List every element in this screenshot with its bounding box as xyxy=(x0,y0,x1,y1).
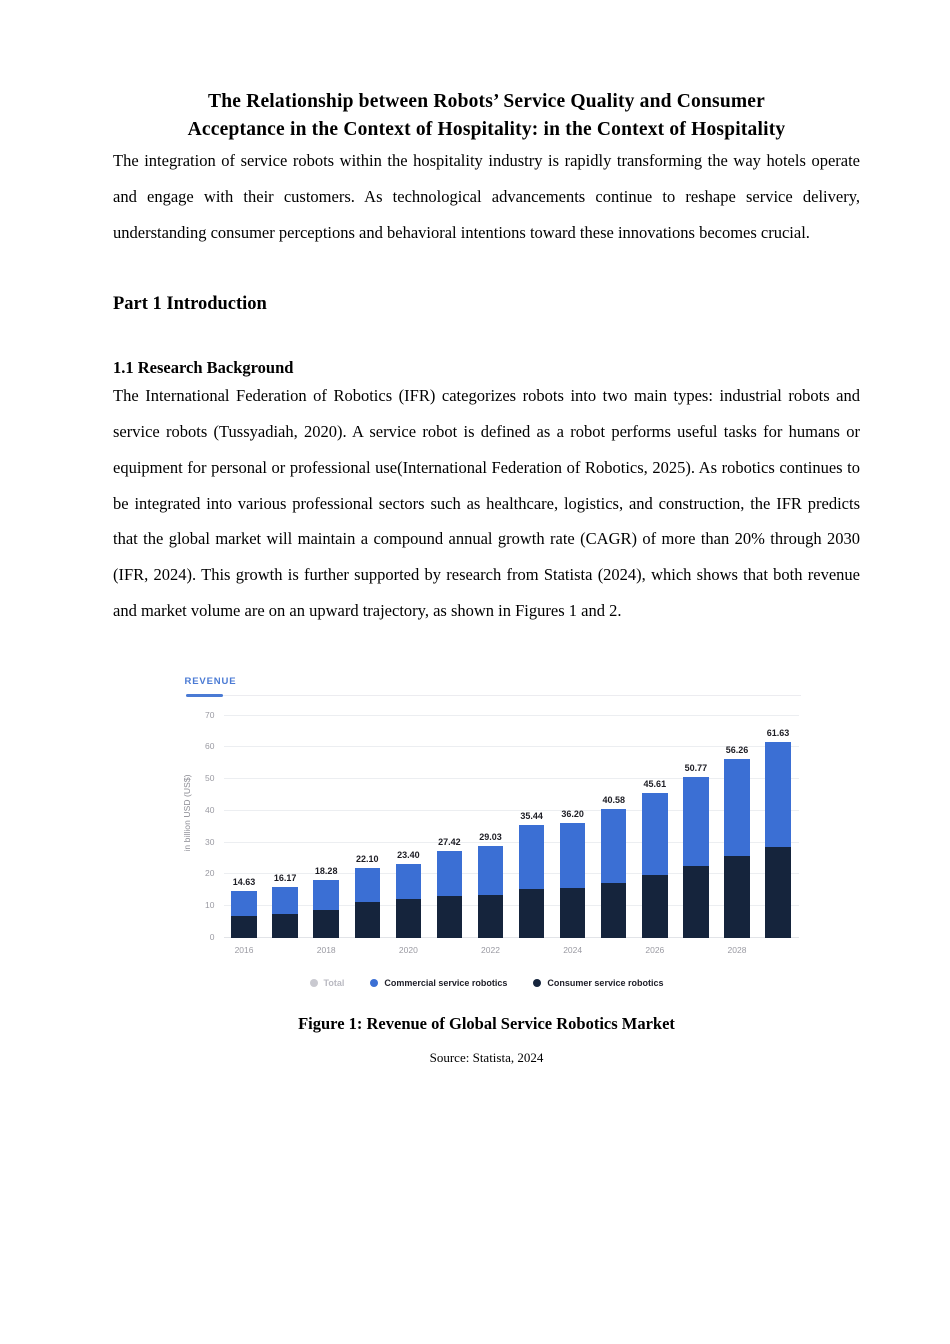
legend-item[interactable] xyxy=(533,978,663,988)
legend-dot-icon xyxy=(310,979,318,987)
bar-slot xyxy=(470,700,511,938)
bar-slot xyxy=(511,700,552,938)
bar-value-label: 18.28 xyxy=(314,865,338,876)
x-tick-label xyxy=(593,940,634,960)
bar-value-label: 45.61 xyxy=(643,779,667,790)
bar-segment-consumer[interactable] xyxy=(272,914,297,937)
x-tick-label: 2018 xyxy=(316,944,336,955)
x-axis xyxy=(224,940,799,960)
tab-revenue[interactable]: REVENUE xyxy=(184,675,237,687)
bar-segment-commercial[interactable] xyxy=(765,742,790,847)
page-title-line-2: Acceptance in the Context of Hospitality: in the Context of Hospitality xyxy=(187,118,786,140)
background-paragraph: The International Federation of Robotics (IFR) categorizes robots into two main types: industrial robots and service robots (Tussyadiah, 2020). A service robot is defined as a robot performs useful tasks for humans or equipment for personal or professional use(International Federation of Robotics, 2025). As robotics continues to be integrated into various professional sectors such as healthcare, logistics, and construction, the IFR predicts that the global market will maintain a compound annual growth rate (CAGR) of more than 20% through 2030 (IFR, 2024). This growth is further supported by research from Statista (2024), which shows that both revenue and market volume are on an upward trajectory, as shown in Figures 1 and 2. xyxy=(113,386,860,621)
x-tick-label xyxy=(429,940,470,960)
bar-slot xyxy=(388,700,429,938)
y-axis-label: in billion USD (US$) xyxy=(181,774,192,852)
bar-segment-consumer[interactable] xyxy=(478,895,503,938)
bar-value-label: 16.17 xyxy=(273,872,297,883)
figure-1 xyxy=(113,664,860,1066)
bar-segment-consumer[interactable] xyxy=(601,883,626,938)
bars-layer xyxy=(224,700,799,938)
bar-slot xyxy=(429,700,470,938)
bar-segment-commercial[interactable] xyxy=(272,887,297,915)
bar-segment-consumer[interactable] xyxy=(519,889,544,938)
stacked-bar[interactable] xyxy=(396,849,421,938)
bar-value-label: 22.10 xyxy=(356,853,379,864)
bar-slot xyxy=(552,700,593,938)
legend-item[interactable] xyxy=(310,978,345,988)
document-content xyxy=(113,0,860,1066)
bar-segment-commercial[interactable] xyxy=(313,880,338,910)
bar-value-label: 23.40 xyxy=(397,849,420,860)
stacked-bar[interactable] xyxy=(313,865,338,938)
bar-value-label: 27.42 xyxy=(438,836,461,847)
y-tick-label: 50 xyxy=(205,773,215,784)
y-tick-label: 70 xyxy=(205,709,215,720)
revenue-chart xyxy=(171,664,803,994)
x-tick-label: 2020 xyxy=(398,944,418,955)
stacked-bar[interactable] xyxy=(519,811,544,937)
stacked-bar[interactable] xyxy=(478,831,503,938)
bar-segment-consumer[interactable] xyxy=(724,856,749,938)
bar-segment-commercial[interactable] xyxy=(560,823,585,888)
figure-caption: Figure 1: Revenue of Global Service Robotics Market xyxy=(298,1013,675,1033)
chart-legend xyxy=(171,978,803,988)
bar-value-label: 35.44 xyxy=(520,811,543,822)
legend-dot-icon xyxy=(370,979,378,987)
legend-dot-icon xyxy=(533,979,541,987)
stacked-bar[interactable] xyxy=(437,836,462,938)
bar-slot xyxy=(306,700,347,938)
stacked-bar[interactable] xyxy=(601,795,626,938)
bar-slot xyxy=(347,700,388,938)
bar-segment-commercial[interactable] xyxy=(519,825,544,889)
bar-segment-commercial[interactable] xyxy=(478,846,503,895)
x-tick-label xyxy=(511,940,552,960)
figure-source: Source: Statista, 2024 xyxy=(429,1049,544,1065)
x-tick-label xyxy=(265,940,306,960)
bar-segment-consumer[interactable] xyxy=(231,916,256,938)
stacked-bar[interactable] xyxy=(683,762,708,938)
plot-area xyxy=(171,700,803,960)
bar-segment-consumer[interactable] xyxy=(560,888,585,937)
bar-segment-consumer[interactable] xyxy=(683,866,708,938)
y-tick-label: 10 xyxy=(205,900,215,911)
bar-segment-consumer[interactable] xyxy=(396,899,421,937)
stacked-bar[interactable] xyxy=(560,808,585,938)
bar-segment-commercial[interactable] xyxy=(231,891,256,916)
bar-value-label: 61.63 xyxy=(766,728,790,739)
y-tick-label: 30 xyxy=(205,836,215,847)
part-heading: Part 1 Introduction xyxy=(113,293,267,314)
bar-segment-consumer[interactable] xyxy=(313,910,338,938)
bar-segment-consumer[interactable] xyxy=(765,847,790,937)
y-tick-label: 0 xyxy=(209,931,215,942)
bar-segment-consumer[interactable] xyxy=(437,896,462,938)
x-tick-label xyxy=(758,940,799,960)
bar-value-label: 56.26 xyxy=(725,745,749,756)
bar-value-label: 29.03 xyxy=(479,831,502,842)
page-title-line-1: The Relationship between Robots’ Service Quality and Consumer xyxy=(208,91,765,112)
bar-value-label: 40.58 xyxy=(602,795,625,806)
stacked-bar[interactable] xyxy=(642,779,667,938)
stacked-bar[interactable] xyxy=(272,872,297,938)
x-tick-label: 2024 xyxy=(563,944,583,955)
bar-slot xyxy=(675,700,716,938)
bar-value-label: 36.20 xyxy=(561,808,584,819)
x-tick-label xyxy=(675,940,716,960)
bar-segment-commercial[interactable] xyxy=(355,868,380,902)
tab-rule xyxy=(186,695,801,696)
legend-label: Total xyxy=(323,977,345,988)
y-tick-label: 60 xyxy=(205,741,215,752)
bar-segment-consumer[interactable] xyxy=(355,902,380,938)
bar-slot xyxy=(716,700,757,938)
bar-segment-commercial[interactable] xyxy=(642,793,667,875)
stacked-bar[interactable] xyxy=(724,745,749,938)
y-tick-label: 20 xyxy=(205,868,215,879)
bar-segment-commercial[interactable] xyxy=(601,809,626,883)
bar-value-label: 50.77 xyxy=(684,762,708,773)
tab-active-indicator xyxy=(186,694,223,697)
bar-segment-commercial[interactable] xyxy=(724,759,749,856)
legend-item[interactable] xyxy=(370,978,507,988)
bar-segment-commercial[interactable] xyxy=(683,777,708,866)
legend-label: Commercial service robotics xyxy=(384,977,508,988)
x-tick-label: 2028 xyxy=(727,944,747,955)
bar-slot xyxy=(265,700,306,938)
bar-slot xyxy=(593,700,634,938)
y-tick-label: 40 xyxy=(205,804,215,815)
x-tick-label: 2022 xyxy=(481,944,500,955)
x-tick-label xyxy=(347,940,388,960)
bar-slot xyxy=(634,700,675,938)
intro-paragraph: The integration of service robots within the hospitality industry is rapidly transforming the way hotels operate and engage with their customers. As technological advancements continue to reshape service delivery, understanding consumer perceptions and behavioral intentions toward these innovations becomes crucial. xyxy=(113,151,860,242)
bar-segment-commercial[interactable] xyxy=(396,864,421,900)
stacked-bar[interactable] xyxy=(765,728,790,938)
bar-segment-commercial[interactable] xyxy=(437,851,462,896)
bar-value-label: 14.63 xyxy=(232,877,256,888)
x-tick-label: 2026 xyxy=(645,944,665,955)
x-tick-label: 2016 xyxy=(234,944,254,955)
bar-segment-consumer[interactable] xyxy=(642,875,667,938)
legend-label: Consumer service robotics xyxy=(547,977,664,988)
bar-slot xyxy=(758,700,799,938)
stacked-bar[interactable] xyxy=(355,853,380,938)
bar-slot xyxy=(224,700,265,938)
section-heading: 1.1 Research Background xyxy=(113,357,294,377)
stacked-bar[interactable] xyxy=(231,877,256,937)
page-title xyxy=(113,0,860,143)
